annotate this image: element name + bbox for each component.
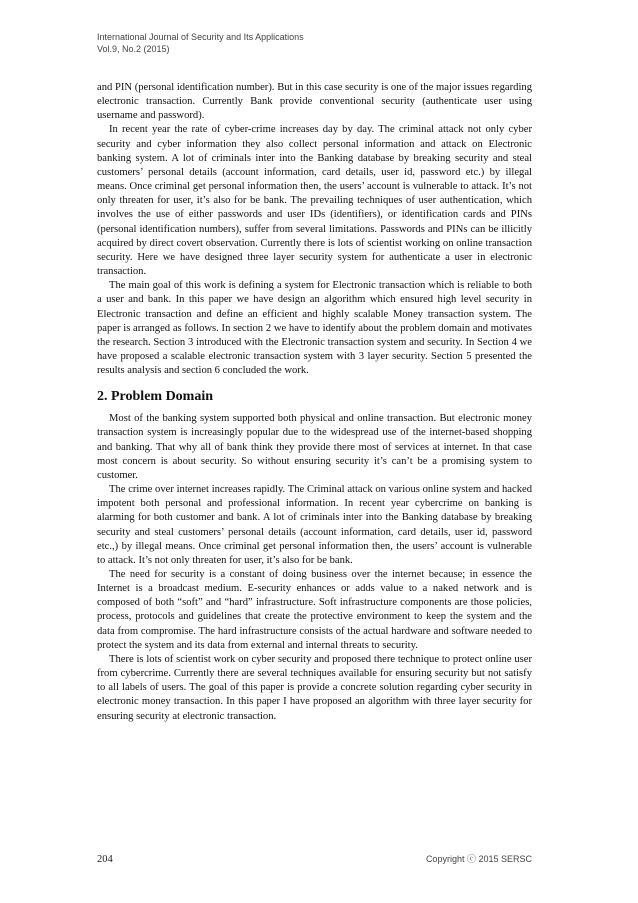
section-heading: 2. Problem Domain	[97, 389, 214, 405]
running-header	[97, 31, 304, 55]
body-text	[97, 81, 532, 724]
journal-volume: Vol.9, No.2 (2015)	[97, 44, 170, 54]
page-number: 204	[97, 854, 113, 865]
paragraph-problem-3: The need for security is a constant of doing business over the internet because; in essence the Internet is a broadcast medium. E-security enhances or adds value to a naked network and is composed of both “soft” and “hard” infrastructure. Soft infrastructure components are those policies, process, protocols and guidelines that create the protective environment to keep the system and the data from compromise. The hard infrastructure consists of the actual hardware and software needed to protect the system and its data from external and internal threats to security.	[97, 569, 532, 651]
paragraph-problem-2: The crime over internet increases rapidly. The Criminal attack on various online system and hacked impotent both personal and professional information. In recent year cybercrime on banking is alarming for both customer and bank. A lot of criminals inter into the Banking database by breaking security and steal customers’ personal details (account information, card details, user id, password etc.,) by illegal means. Once criminal get personal information then, the users’ account is vulnerable to attack. It’s not only threaten for user, it’s also for be bank.	[97, 484, 532, 566]
paragraph-problem-4: There is lots of scientist work on cyber security and proposed there technique to protect online user from cybercrime. Currently there are several techniques available for ensuring security but not satisfy to all labels of users. The goal of this paper is provide a concrete solution regarding cyber security in electronic money transaction. In this paper I have proposed an algorithm with three layer security for ensuring security at electronic transaction.	[97, 653, 532, 722]
paragraph-problem-1: Most of the banking system supported both physical and online transaction. But electronic money transaction system is increasingly popular due to the widespread use of the internet-based shopping and banking. That why all of bank think they provide there most of services at internet. In that case most concern is about security. So without ensuring security it’s can’t be a promising system to customer.	[97, 413, 532, 481]
paragraph-intro-goal: The main goal of this work is defining a system for Electronic transaction which is reliable to both a user and bank. In this paper we have design an algorithm which ensured high level security in Electronic transaction and define an efficient and highly scalable Money transaction system. The paper is arranged as follows. In section 2 we have to identify about the problem domain and motivates the research. Section 3 introduced with the Electronic transaction system and security. In Section 4 we have proposed a scalable electronic transaction system with 3 layer security. Section 5 presented the results analysis and section 6 concluded the work.	[97, 280, 532, 377]
paragraph-intro-cybercrime: In recent year the rate of cyber-crime increases day by day. The criminal attack not only cyber security and cyber information they also collect personal information and attack on Electronic banking system. A lot of criminals inter into the Banking database by breaking security and steal customers’ personal details (account information, card details, user id, password etc.) by illegal means. Once criminal get personal information then, the users’ account is vulnerable to attack. It’s not only threaten for user, it’s also for be bank. The prevailing techniques of user authentication, which involves the use of either passwords and user IDs (identifiers), or identification cards and PINs (personal identification numbers), suffer from several limitations. Passwords and PINs can be illicitly acquired by direct covert observation. Currently there is lots of scientist working on online transaction security. Here we have designed three layer security system for authenticate a user in electronic transaction.	[97, 124, 532, 278]
copyright-notice: Copyright ⓒ 2015 SERSC	[425, 854, 532, 864]
journal-title: International Journal of Security and Its Applications	[97, 32, 304, 42]
paragraph-intro-continued: and PIN (personal identification number). But in this case security is one of the major issues regarding electronic transaction. Currently Bank provide conventional security (authenticate user using username and password).	[97, 82, 532, 122]
page-footer	[97, 852, 532, 865]
